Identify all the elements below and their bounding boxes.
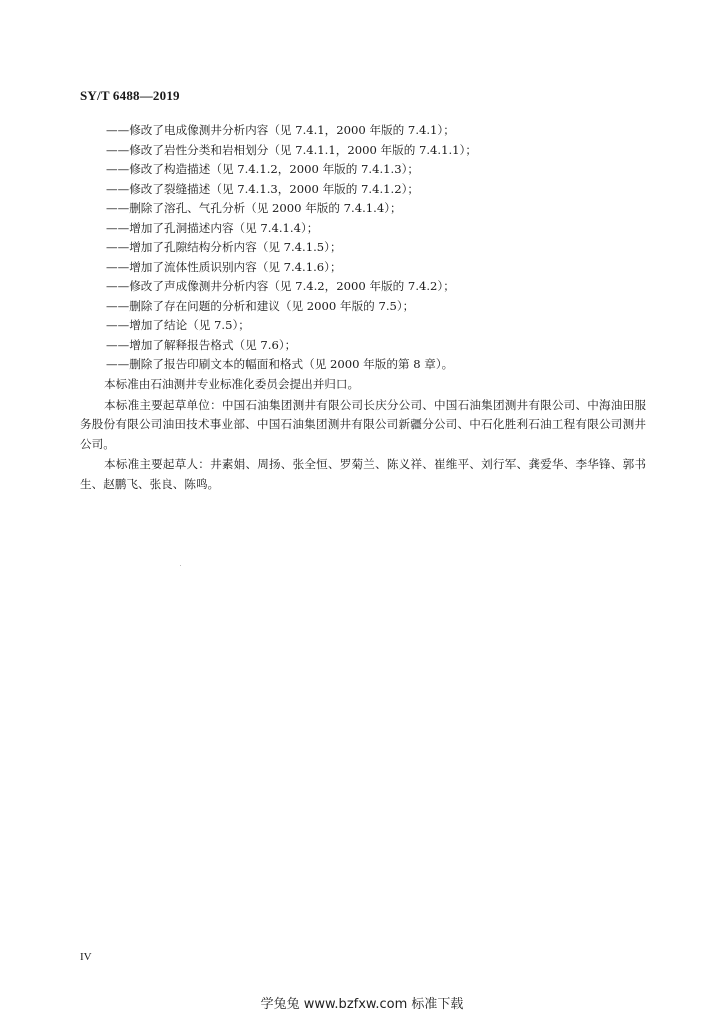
change-item: ——增加了孔隙结构分析内容（见 7.4.1.5）； (106, 240, 342, 254)
scan-speck (180, 565, 181, 566)
change-item: ——删除了溶孔、气孔分析（见 2000 年版的 7.4.1.4）； (106, 201, 402, 215)
standard-code-header: SY/T 6488—2019 (80, 88, 180, 103)
proposed-by-paragraph: 本标准由石油测井专业标准化委员会提出并归口。 (104, 377, 360, 391)
drafting-units-paragraph: 本标准主要起草单位：中国石油集团测井有限公司长庆分公司、中国石油集团测井有限公司、中海油田服务股份有限公司油田技术事业部、中国石油集团测井有限公司新疆分公司、中石化胜利石油工程有限公司测井公司。 (80, 397, 646, 451)
drafters-paragraph: 本标准主要起草人：井素娟、周扬、张全恒、罗菊兰、陈义祥、崔维平、刘行军、龚爱华、李华锋、郭书生、赵鹏飞、张良、陈鸣。 (80, 457, 646, 491)
change-item: ——删除了报告印刷文本的幅面和格式（见 2000 年版的第 8 章）。 (106, 357, 454, 371)
change-item: ——增加了流体性质识别内容（见 7.4.1.6）； (106, 259, 342, 274)
change-item: ——修改了构造描述（见 7.4.1.2，2000 年版的 7.4.1.3）； (106, 162, 419, 176)
change-item: ——增加了孔洞描述内容（见 7.4.1.4）； (106, 220, 319, 235)
footer-watermark: 学兔兔 www.bzfxw.com 标准下载 (260, 997, 464, 1012)
change-item: ——修改了岩性分类和岩相划分（见 7.4.1.1，2000 年版的 7.4.1.1）； (106, 142, 477, 157)
changes-list (106, 121, 477, 375)
change-item: ——修改了电成像测井分析内容（见 7.4.1，2000 年版的 7.4.1）； (106, 123, 455, 137)
change-item: ——删除了存在问题的分析和建议（见 2000 年版的 7.5）； (106, 298, 415, 313)
foreword-paragraphs (80, 375, 646, 495)
change-item: ——增加了结论（见 7.5）； (106, 318, 250, 332)
change-item: ——修改了裂缝描述（见 7.4.1.3，2000 年版的 7.4.1.2）； (106, 181, 419, 196)
change-item: ——增加了解释报告格式（见 7.6）； (106, 337, 297, 352)
page-number: IV (80, 951, 92, 963)
change-item: ——修改了声成像测井分析内容（见 7.4.2，2000 年版的 7.4.2）； (106, 279, 455, 293)
